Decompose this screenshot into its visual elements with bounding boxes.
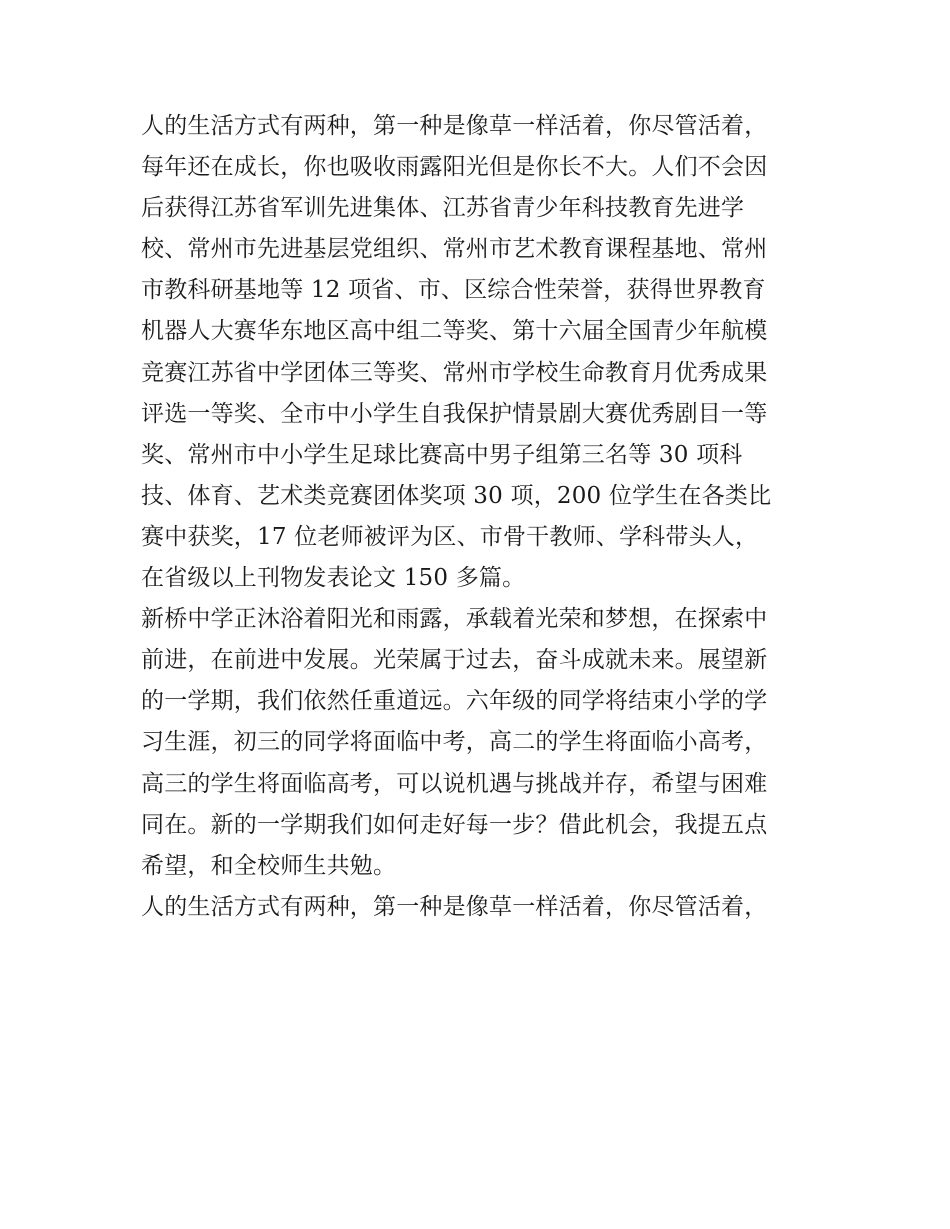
text-line: 技、体育、艺术类竞赛团体奖项 30 项，200 位学生在各类比	[141, 482, 772, 509]
text-line: 高三的学生将面临高考，可以说机遇与挑战并存，希望与困难	[141, 770, 768, 797]
text-line: 市教科研基地等 12 项省、市、区综合性荣誉，获得世界教育	[141, 277, 766, 304]
text-line: 希望，和全校师生共勉。	[141, 852, 397, 879]
text-line: 新桥中学正沐浴着阳光和雨露，承载着光荣和梦想，在探索中	[141, 606, 768, 633]
text-line: 后获得江苏省军训先进集体、江苏省青少年科技教育先进学	[141, 195, 745, 222]
text-line: 的一学期，我们依然任重道远。六年级的同学将结束小学的学	[141, 688, 768, 715]
text-line: 同在。新的一学期我们如何走好每一步？借此机会，我提五点	[141, 811, 768, 838]
text-line: 在省级以上刊物发表论文 150 多篇。	[141, 565, 526, 592]
document-body	[141, 106, 821, 928]
text-line: 习生涯，初三的同学将面临中考，高二的学生将面临小高考，	[141, 729, 768, 756]
text-line: 人的生活方式有两种，第一种是像草一样活着，你尽管活着，	[141, 113, 768, 139]
text-line: 前进，在前进中发展。光荣属于过去，奋斗成就未来。展望新	[141, 647, 768, 674]
text-line: 赛中获奖，17 位老师被评为区、市骨干教师、学科带头人，	[141, 523, 759, 550]
text-line: 校、常州市先进基层党组织、常州市艺术教育课程基地、常州	[141, 236, 768, 263]
text-line: 每年还在成长，你也吸收雨露阳光但是你长不大。人们不会因	[141, 154, 768, 181]
text-line: 竞赛江苏省中学团体三等奖、常州市学校生命教育月优秀成果	[141, 359, 768, 386]
text-line: 奖、常州市中小学生足球比赛高中男子组第三名等 30 项科	[141, 441, 743, 468]
text-line: 机器人大赛华东地区高中组二等奖、第十六届全国青少年航模	[141, 318, 768, 345]
text-line: 人的生活方式有两种，第一种是像草一样活着，你尽管活着，	[141, 893, 768, 920]
text-line: 评选一等奖、全市中小学生自我保护情景剧大赛优秀剧目一等	[141, 400, 768, 427]
